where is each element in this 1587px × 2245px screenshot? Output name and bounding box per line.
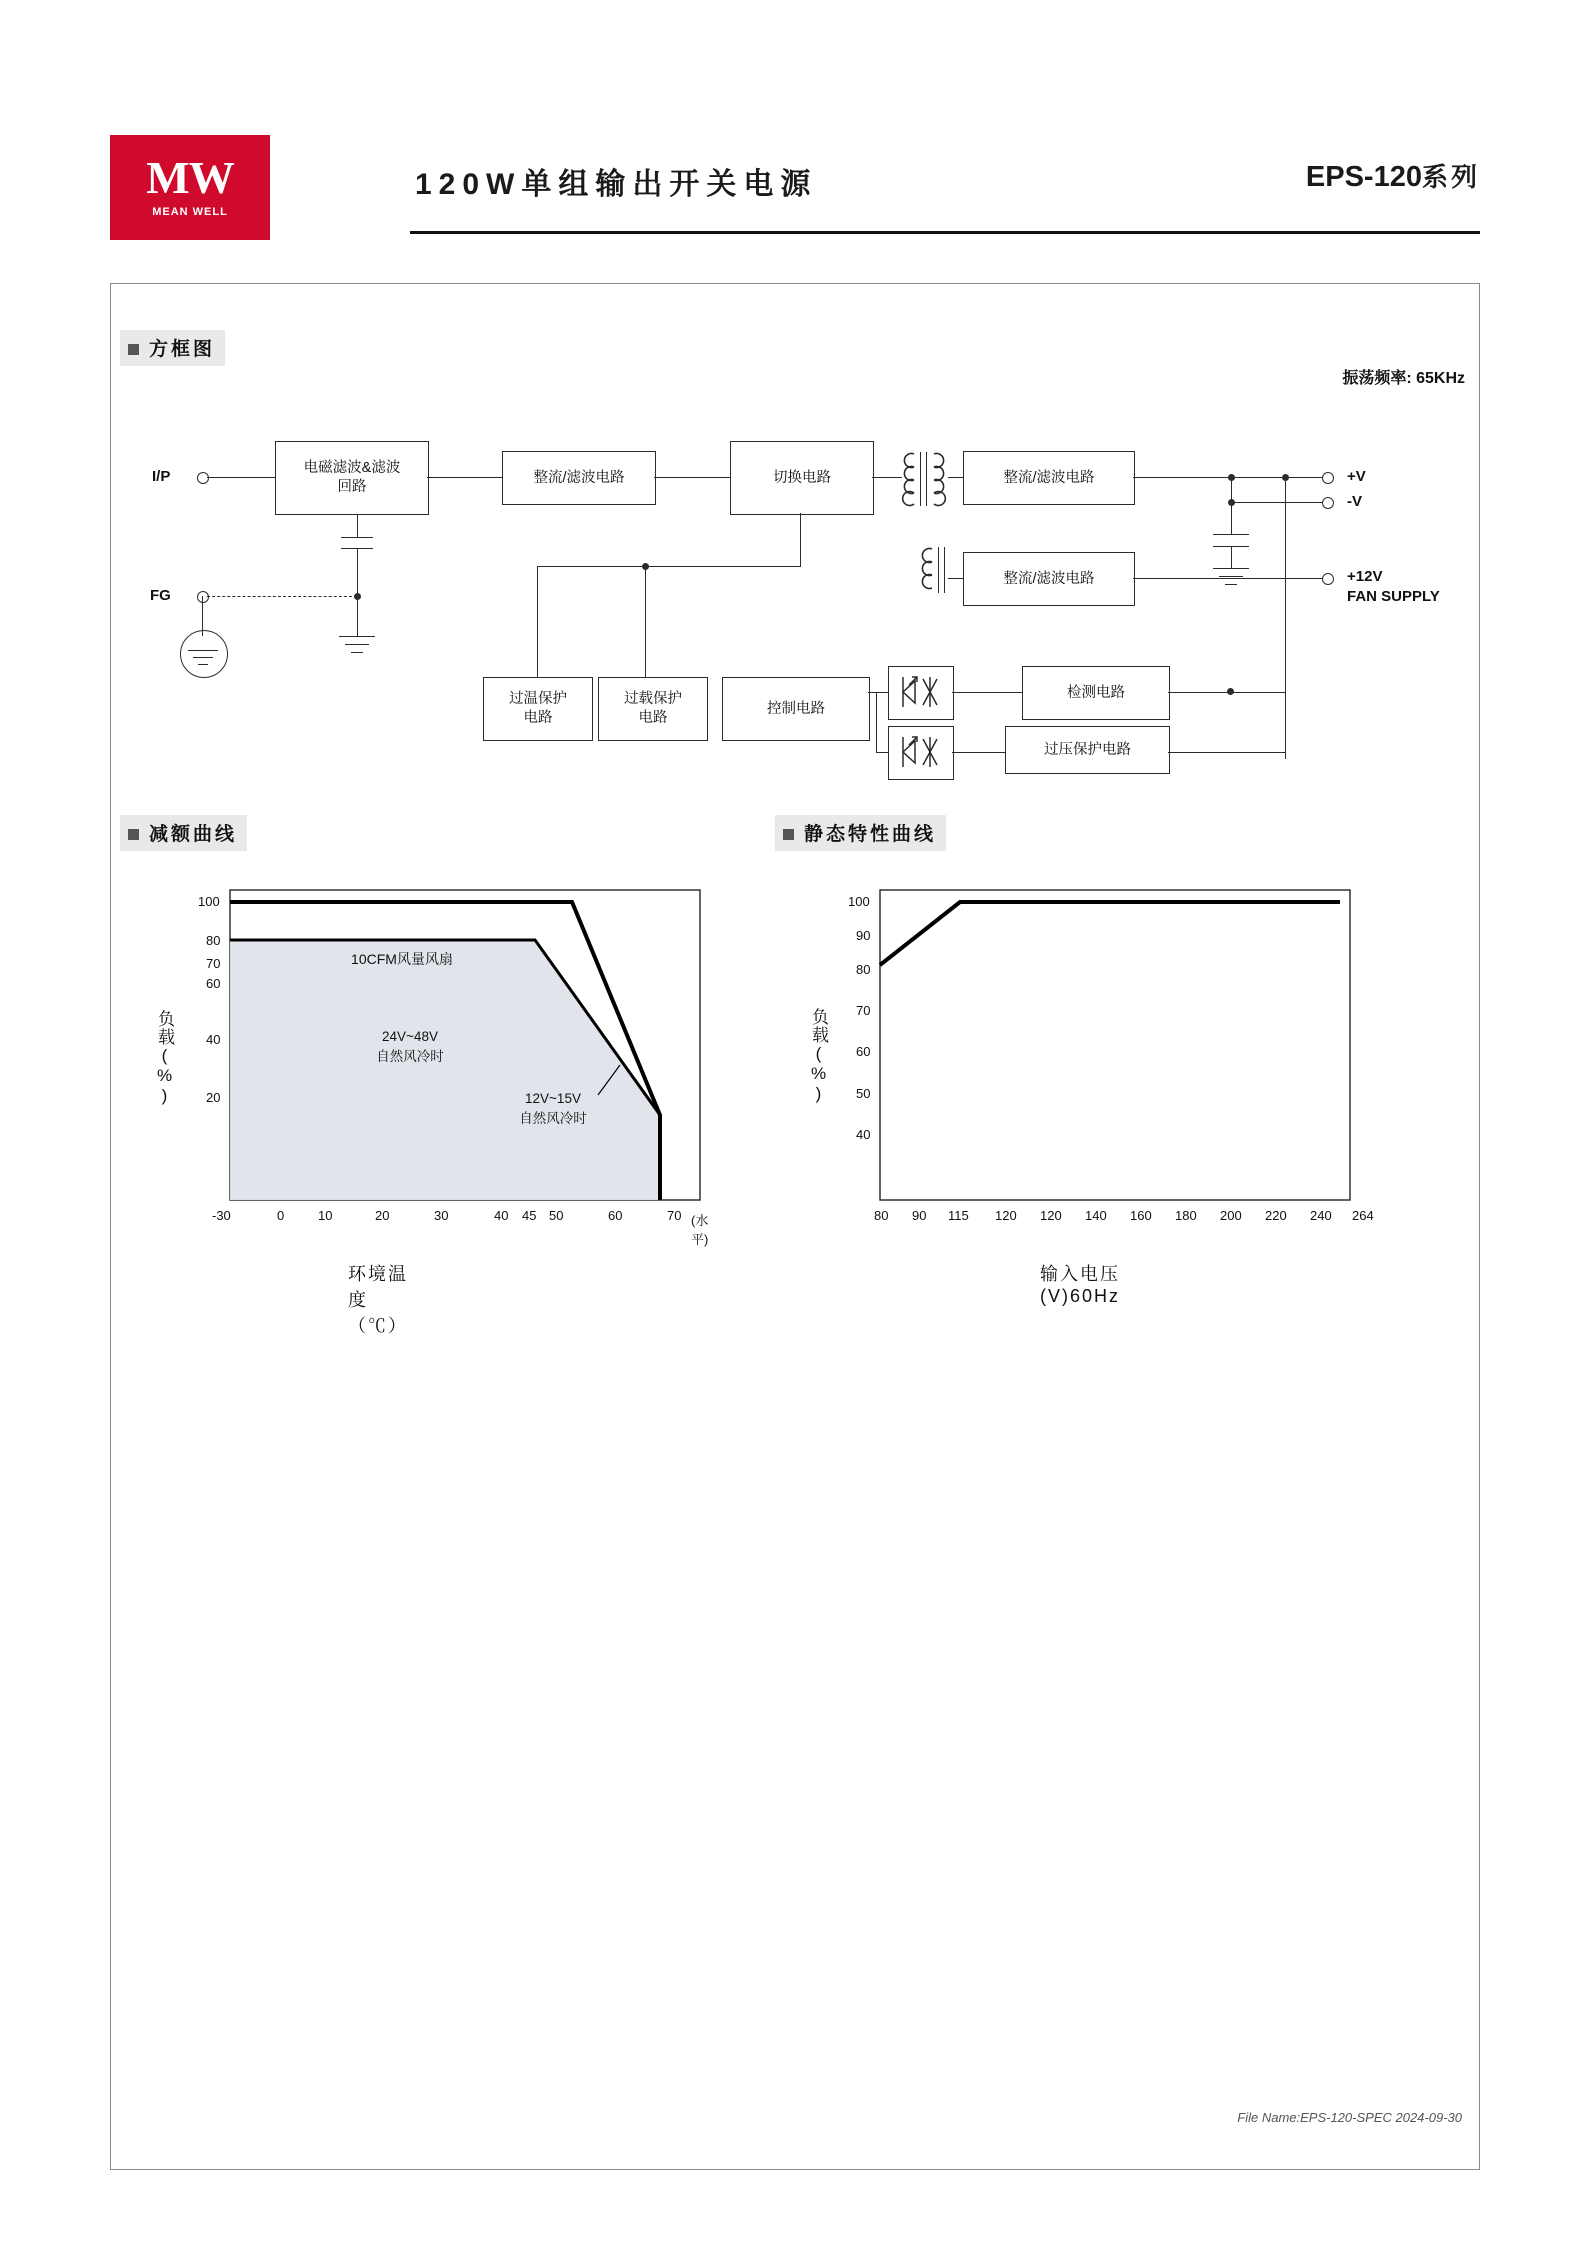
line-secgnd-stem2: [1231, 546, 1232, 568]
derate-ytick-100: 100: [198, 894, 220, 909]
static-xtick-160: 160: [1130, 1208, 1152, 1223]
emi-filter-label-2: 回路: [337, 479, 367, 495]
fg-earth-bar3: [198, 664, 208, 665]
cap-plate-top: [341, 537, 373, 538]
detection-circuit-label: 检测电路: [1067, 684, 1125, 701]
static-ytick-50: 50: [856, 1086, 871, 1101]
derate-x-axis-label: 环境温度（℃）: [348, 1264, 408, 1336]
model-title: [1306, 157, 1480, 194]
section-derating-label: 减额曲线: [149, 824, 238, 845]
static-ytick-40: 40: [856, 1127, 871, 1142]
static-ytick-80: 80: [856, 962, 871, 977]
fan-output-label-1: +12V: [1347, 568, 1383, 585]
rectifier-filter-1-block: [502, 451, 656, 505]
rectifier-filter-1-label: 整流/滤波电路: [533, 469, 625, 486]
logo-wordmark: MEAN WELL: [152, 205, 228, 218]
derate-xtick-horizontal-note: (水平): [691, 1213, 709, 1247]
derate-ytick-60: 60: [206, 976, 221, 991]
sec-gnd-bar1: [1213, 568, 1249, 569]
transformer-secondary-icon: [930, 450, 952, 513]
junction-dot-bus: [1282, 474, 1289, 481]
section-static-label: 静态特性曲线: [804, 824, 937, 845]
input-label: I/P: [152, 468, 171, 485]
bullet-square-icon: [128, 829, 139, 840]
derate-annotation-fan: 10CFM风量风扇: [351, 951, 453, 967]
model-name: EPS-120: [1305, 161, 1422, 193]
emi-filter-block: [275, 441, 429, 515]
static-xtick-120b: 120: [1040, 1208, 1062, 1223]
transformer-core-1: [920, 452, 921, 506]
static-ytick-100: 100: [848, 894, 870, 909]
transformer-primary-icon: [896, 450, 918, 513]
line-rect3-to-fan-output: [1133, 578, 1323, 579]
output-pos-terminal: [1322, 472, 1334, 484]
sec-cap-plate-top: [1213, 534, 1249, 535]
output-neg-terminal: [1322, 497, 1334, 509]
derate-xtick-60: 60: [608, 1208, 623, 1223]
line-ctrl-to-opto2: [876, 752, 888, 753]
model-series-suffix: 系列: [1421, 162, 1480, 192]
line-ovp-to-bus: [1168, 752, 1286, 753]
otp-label-2: 电路: [523, 710, 553, 726]
line-switch-feedback: [800, 513, 801, 566]
derate-xtick-20: 20: [375, 1208, 390, 1223]
gnd-bar3: [351, 652, 363, 653]
header-divider: [410, 231, 1480, 234]
static-xtick-140: 140: [1085, 1208, 1107, 1223]
section-block-diagram-label: 方框图: [149, 339, 216, 360]
line-emi-to-rect1: [427, 477, 502, 478]
bullet-square-icon: [128, 344, 139, 355]
static-ytick-60: 60: [856, 1044, 871, 1059]
output-pos-label: +V: [1347, 468, 1366, 485]
otp-label-1: 过温保护: [509, 691, 567, 707]
fan-transformer-core-2: [944, 547, 945, 593]
static-xtick-180: 180: [1175, 1208, 1197, 1223]
line-ctrl-to-opto1: [868, 692, 888, 693]
section-static-curve: [775, 815, 946, 851]
page-header: [110, 135, 1480, 225]
static-xtick-115: 115: [948, 1208, 969, 1223]
static-xtick-220: 220: [1265, 1208, 1287, 1223]
control-circuit-block: [722, 677, 870, 741]
static-xtick-200: 200: [1220, 1208, 1242, 1223]
gnd-bar2: [345, 644, 369, 645]
switching-circuit-label: 切换电路: [773, 469, 831, 486]
static-xtick-120a: 120: [995, 1208, 1017, 1223]
olp-label-2: 电路: [638, 710, 668, 726]
derate-ytick-20: 20: [206, 1090, 221, 1105]
rectifier-filter-2-block: [963, 451, 1135, 505]
static-y-axis-label: 负载(%): [809, 1008, 828, 1104]
derate-xtick-50: 50: [549, 1208, 564, 1223]
derate-y-axis-label: 负载(%): [155, 1010, 174, 1106]
static-x-axis-label: 输入电压(V)60Hz: [1040, 1264, 1121, 1306]
static-xtick-264: 264: [1352, 1208, 1374, 1223]
static-xtick-90: 90: [912, 1208, 927, 1223]
line-fg-dashed: [207, 596, 357, 597]
derate-xtick-0: 0: [277, 1208, 285, 1223]
emi-filter-label-1: 电磁滤波&滤波: [303, 460, 401, 476]
oscillation-frequency: 振荡频率: 65KHz: [1342, 370, 1465, 387]
section-derating-curve: [120, 815, 247, 851]
static-xtick-240: 240: [1310, 1208, 1332, 1223]
olp-block: [598, 677, 708, 741]
detection-circuit-block: [1022, 666, 1170, 720]
transformer-core-2: [926, 452, 927, 506]
fan-transformer-coil-icon: [914, 545, 936, 602]
fan-transformer-core-1: [938, 547, 939, 593]
fg-label: FG: [150, 587, 171, 604]
static-ytick-70: 70: [856, 1003, 871, 1018]
output-neg-label: -V: [1347, 493, 1362, 510]
line-olp-up: [645, 566, 646, 677]
otp-block: [483, 677, 593, 741]
derate-ytick-80: 80: [206, 933, 221, 948]
derate-annotation-2447-line2: 自然风冷时: [376, 1049, 444, 1064]
optocoupler-1: [888, 666, 954, 720]
static-ytick-90: 90: [856, 928, 871, 943]
bullet-square-icon: [783, 829, 794, 840]
line-detect-to-vout: [1168, 692, 1230, 693]
meanwell-logo: [110, 135, 270, 240]
line-rect1-to-switch: [654, 477, 730, 478]
line-secgnd-stem: [1231, 502, 1232, 534]
rectifier-filter-3-label: 整流/滤波电路: [1003, 570, 1095, 587]
derate-xtick-30: 30: [434, 1208, 449, 1223]
fg-earth-bar2: [193, 657, 213, 658]
line-otp-up: [537, 566, 538, 677]
line-bus-to-detect: [1230, 692, 1286, 693]
line-ycap-bottom: [357, 548, 358, 596]
static-xtick-80: 80: [874, 1208, 889, 1223]
line-opto2-to-ovp: [952, 752, 1005, 753]
section-block-diagram: [120, 330, 225, 366]
ovp-block: [1005, 726, 1170, 774]
ovp-label: 过压保护电路: [1044, 741, 1131, 758]
gnd-bar1: [339, 636, 375, 637]
logo-mark: MW: [146, 151, 234, 203]
derate-xtick-45: 45: [522, 1208, 537, 1223]
line-neg-out: [1231, 502, 1323, 503]
rectifier-filter-3-block: [963, 552, 1135, 606]
line-fg-gnd-stem: [357, 596, 358, 636]
rectifier-filter-2-label: 整流/滤波电路: [1003, 469, 1095, 486]
fan-output-terminal: [1322, 573, 1334, 585]
fan-output-label-2: FAN SUPPLY: [1347, 588, 1440, 605]
line-ip-to-emi: [207, 477, 275, 478]
derate-annotation-1215-line1: 12V~15V: [525, 1091, 581, 1106]
control-circuit-label: 控制电路: [767, 700, 825, 717]
line-vout-feedback-bus: [1285, 477, 1286, 759]
line-otp-to-switch-h: [537, 566, 646, 567]
page-title: 120W单组输出开关电源: [415, 168, 818, 201]
switching-circuit-block: [730, 441, 874, 515]
derate-xtick-40: 40: [494, 1208, 509, 1223]
derate-ytick-40: 40: [206, 1032, 221, 1047]
line-opto-branch: [876, 692, 877, 752]
derate-annotation-1215-line2: 自然风冷时: [519, 1111, 587, 1126]
fg-earth-bar1: [188, 650, 218, 651]
line-transformer-to-rect2: [948, 477, 963, 478]
olp-label-1: 过载保护: [624, 691, 682, 707]
line-fan-coil-to-rect3: [948, 578, 963, 579]
derate-xtick--30: -30: [212, 1208, 231, 1223]
derate-ytick-70: 70: [206, 956, 221, 971]
optocoupler-2: [888, 726, 954, 780]
derate-annotation-2447-line1: 24V~48V: [382, 1029, 438, 1044]
fg-earth-circle: [180, 630, 228, 678]
derate-xtick-70: 70: [667, 1208, 682, 1223]
derate-xtick-10: 10: [318, 1208, 333, 1223]
file-name-footer: File Name:EPS-120-SPEC 2024-09-30: [1237, 2110, 1462, 2125]
line-opto1-to-detect: [952, 692, 1022, 693]
sec-gnd-bar3: [1225, 584, 1237, 585]
line-to-switch-bottom: [645, 566, 801, 567]
